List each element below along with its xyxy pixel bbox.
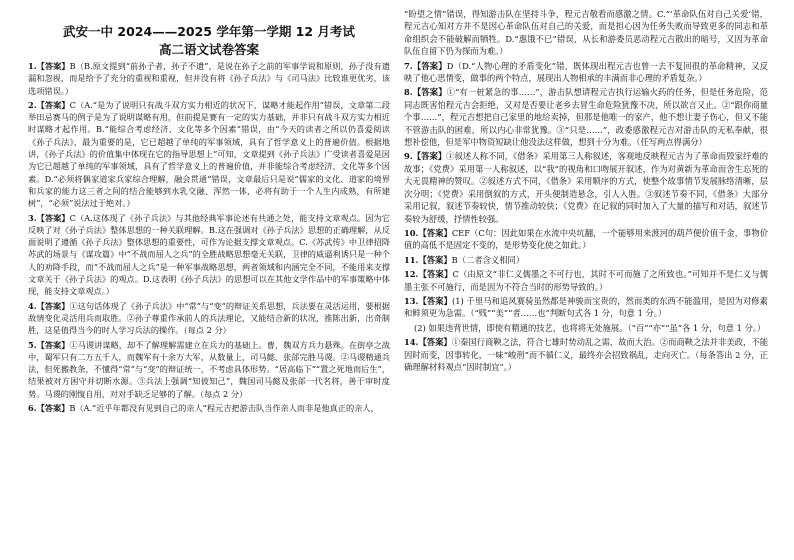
answer-item [28,300,390,337]
answer-number: 8. [404,87,413,98]
answer-item [404,336,768,373]
answer-item [404,268,768,293]
left-column [28,60,390,416]
answer-item [414,322,768,334]
answer-tag: 【答案】 [412,151,447,162]
answer-number: 12. [404,269,419,280]
answer-text: C（由原文“非仁义儒墨之不可行也，其时不可而施了之所致也。”可知并不是仁义与儒墨主张不可施行，而是因为不符合当时的形势导致的。） [404,269,768,292]
answer-text: ①马谡讲谋略，却不了解理解需建立在兵力的基础上。曹，魏双方兵力悬殊。在街亭之战中，蜀军只有二万五千人，而魏军有十余万大军，从数量上，司马懿、张郃完胜马谡。②马谡精通兵法，但死搬教条，不懂得“常”与“变”的辩证统一，不考虑具体形势。“居高临下”“置之死地而后生”，结果被对方困守并切断水源。③兵法上强调“知彼知己”，魏国司马懿及张郃一代名将，善于审时度势。马谡的刚愎自用，对对手缺乏足够的了解。（每点 2 分） [28,339,390,399]
answer-item [404,254,768,266]
answer-tag: 【答案】 [36,339,70,350]
answer-text: B（B.原文提到“前孙子者，孙子不遗”，是说在孙子之前的军事学说和原则，孙子没有遗漏和忽视，而是给予了充分的重视和重视，但并没有将《孙子兵法》与《司马法》比较谁更优劣，该选项错误。） [28,61,390,96]
answer-item [404,150,768,224]
answer-text: ①这句话体现了《孙子兵法》中“常”与“变”的辩证关系思想，兵法要在灵活运用，要根据敌情变化灵活用兵而取胜。②孙子尊重作承前人的兵法理论，又能结合新的状况，推陈出新，出奇制胜，这是值得当今的时人学习兵法的操作。（每点 2 分） [28,300,390,336]
answer-tag: 【答案】 [36,61,70,71]
answer-text: D（D.“人物心理的矛盾变化”错，既体现出程元吉也曾一去不复回很的革命精神，又反映了他心思情变，做事的两个特点，展现出人物相承的丰满而非心理的矛盾复杂。） [404,60,768,84]
answer-item [404,227,768,252]
answer-number: 11. [404,254,419,265]
answer-text: B（二者含义相同） [451,254,525,265]
answer-number: 13. [404,295,419,306]
answer-item [28,339,390,400]
right-column [404,8,768,375]
answer-text: ①叙述人称不同，《借条》采用第三人称叙述，客观地反映程元吉为了革命而毁家纾难的故事；《党费》采用第一人称叙述，以“我”的视角和口吻展开叙述，作为对黄新为革命而舍生忘死的大无畏精神的赞叹。②叙述方式不同，《借条》采用顺序的方式，使整个故事情节发展脉络清晰，层次分明；《党费》采用倒叙的方式，开头便制造悬念，引人入胜。③叙述节奏不同，《借条》大部分采用记叙，叙述节奏较快，情节推动较快；《党费》在记叙的同时加入了大量的描写和对话，叙述节奏较为舒缓，抒情性较强。 [404,151,768,224]
answer-item [28,402,390,414]
answer-item [28,99,390,210]
answer-text: C（A.“是为了说明只有战斗双方实力相近的状况下，谋略才能起作用”错误，文章第二段举田忌赛马的例子是为了说明谋略有用，但前提是赛有一定的实力基础，并非只有战斗双方实力相近时谋略才起作用。B.“能综合考虑经济、文化等多个因素”错误，由“今天的读者之所以仍喜爱阅读《孙子兵法》，最为重要的是，它已超越了单纯的军事领域，具有了哲学意义上的普遍价值。根据地讲，《孙子兵法》的价值集中体现在它的指导思想上”可知，文章提到《孙子兵法》广受读者喜爱是因为它已超越了单纯的军事领域，具有了哲学意义上的普遍价值，并非能综合考虑经济、文化等多个因素。D.“必须将偶家道家兵家综合理解，融会贯通”错误，文章最后只是说“儒家的文化、道家的境界和兵家的能力这三者之间的结合能够到水乳交融、浑然一体，必将有助于一个人生内成熟，有所建树”，“必须”说法过于绝对。） [28,99,390,209]
answer-item [404,8,768,58]
answer-tag: 【答案】 [36,212,70,223]
answer-tag: 【答案】 [418,295,453,306]
answer-number: 10. [404,227,419,238]
answer-item [404,86,768,148]
answer-item [28,60,390,97]
answer-number: 5. [28,339,37,350]
exam-subtitle: 高二语文试卷答案 [158,42,259,57]
answer-item [404,60,768,85]
answer-tag: 【答案】 [418,254,452,265]
answer-text: “盼望之情”错误，得知游击队在坚持斗争，程元吉敬看而感激之情。C.“‘革命队伍对自己关爱’错，程元吉心知对方并不是因心革命队伍对自己的关爱，而是担心因为任务失败而导致更多的同志和革命组织会不能破解而牺牲。D.“惠饿不已”错误，从长和游委员恶动程元吉散出的暗号，又因为革命队伍自留下仍为探而为难。） [404,9,768,57]
answer-tag: 【答案】 [36,300,70,311]
answer-number: 4. [28,300,37,311]
answer-number: 1. [28,61,37,71]
answer-text: CEF（C句：因此如果在水流中央坑翻，一个能够用来渡河的葫芦便价值千金，事物价值的高低不是固定不变的，是形势变化使之如此。） [404,227,768,251]
answer-tag: 【答案】 [412,87,447,98]
answer-number: 2. [28,99,37,110]
answer-tag: 【答案】 [418,227,452,238]
answer-tag: 【答案】 [418,337,452,348]
answer-number: 3. [28,212,37,223]
answer-tag: 【答案】 [36,99,70,110]
answer-tag: 【答案】 [36,403,70,414]
answer-tag: 【答案】 [418,269,453,280]
answer-number: 9. [404,151,413,162]
answer-number: 14. [404,337,419,348]
answer-text: ①秦国行商鞅之法，符合七雄时势动乱之需，故而大治。②而商鞅之法并非美政，不能因时而变，因事转化，一味“峻刑”而不循仁义，最终亦会招致祸乱，走向灭亡。（每条答出 2 分，正确理解材料观点“因时制宜”。） [404,337,768,372]
exam-title: 武安一中 2024——2025 学年第一学期 12 月考试 [63,24,355,39]
answer-number: 7. [404,60,413,71]
answer-text: C（A.这体现了《孙子兵法》与其他经典军事论述有共通之处，能支持文章观点。因为它反映了对《孙子兵法》整体思想的一种关联理解。B.这在强调对《孙子兵法》思想的正确理解，从反面说明了遵循《孙子兵法》整体思想的重要性，可作为论据支撑文章观点。C.《苏武传》中卫律招降苏武的场景与《谋攻篇》中“不战而屈人之兵”的全胜战略思想毫无关联，卫律的威逼利诱只是一种个人的劝降手段，而“不战而屈人之兵”是一种军事战略思想，两者领域和内涵完全不同，不能用来支撑文章关于《孙子兵法》的观点。D.这表明《孙子兵法》的思想可以在其他文学作品中的军事策略中体现，能支持文章观点。） [28,212,390,297]
answer-text: ①“有一桩紧急的事……”，游击队想请程元吉执行运输火药的任务，但是任务危险，范同志既害怕程元吉会拒绝，又对是否要让老乡去冒生命危险犹豫不决，所以欲言又止。②“跟你商量个事……”，程元吉想把自己家里的地给卖掉，但那是他唯一的家产，他不想让妻子伤心，但又不能不管游击队的困难，所以内心非常犹豫。③“只是……”，政委感激程元吉对游击队的无私奉献，很想补偿他，但是军中物资短缺让他没法这样做，想到十分为难。（任写两点得满分） [404,87,768,148]
answer-number: 6. [28,403,37,414]
answer-item [28,212,390,298]
answer-item [404,295,768,320]
answer-text: (2) 如果违背世情，即使有精通的技艺，也将将无处施展。（“百”“亦”“虽”各 1 分，句意 1 分。） [414,322,766,333]
answer-text: B（A.“近乎年都没有见到自己的亲人”程元吉把游击队当作亲人而非是他真正的亲人， [69,403,379,414]
answer-tag: 【答案】 [412,60,447,71]
answer-text: (1) 千里马和追风赛骑虽然都是神骏而宝贵的，然而类的东西不能滥用，是因为对修素和鲜须更为急需。（“贱”“美”“者……也”判断句式各 1 分，句意 1 分。） [404,295,768,319]
